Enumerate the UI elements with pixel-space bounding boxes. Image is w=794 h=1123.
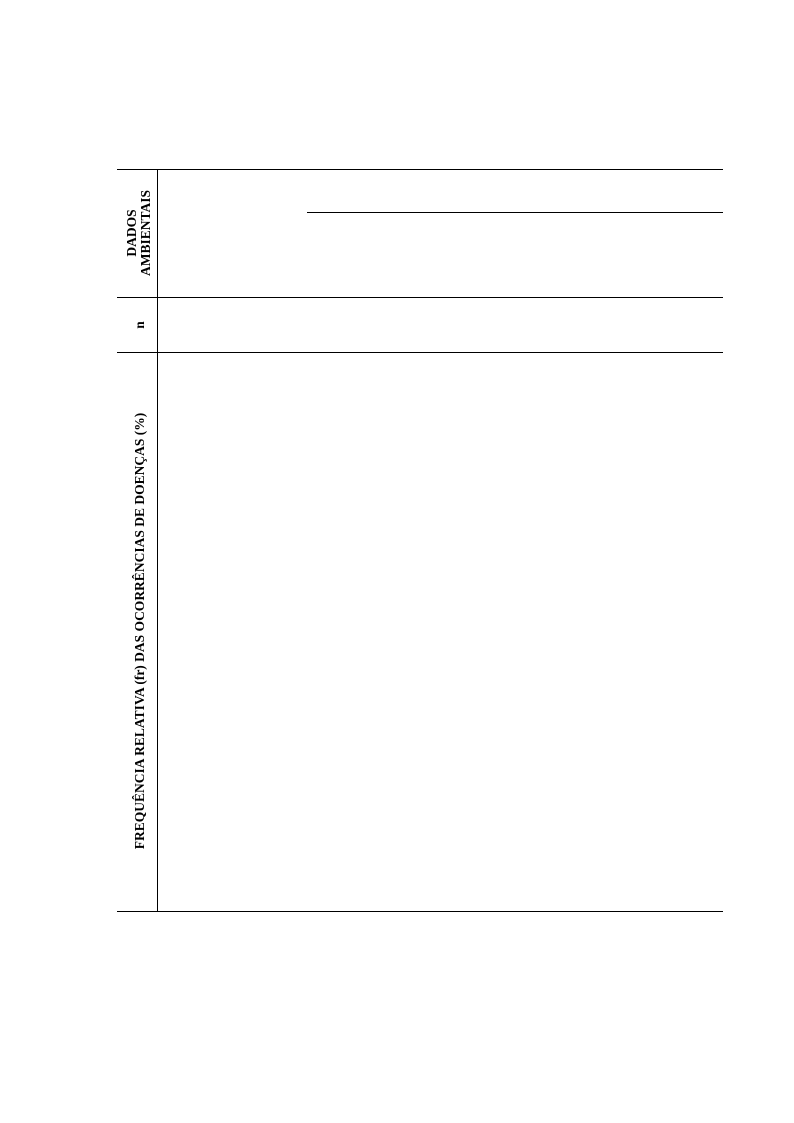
row-header-line: DADOS (124, 209, 139, 257)
row-header-dados-ambientais (125, 190, 153, 276)
row-header-frequencia-relativa: FREQUÊNCIA RELATIVA (fr) DAS OCORRÊNCIAS DE DOENÇAS (%) (132, 412, 147, 850)
table-bottom-rule (117, 911, 723, 912)
table-cell-frequencia-relativa (158, 353, 723, 911)
row-header-line: AMBIENTAIS (138, 189, 153, 277)
table-cell-n (158, 298, 723, 352)
table-cell-dados-ambientais (158, 170, 723, 297)
row-header-n: n (132, 321, 147, 329)
